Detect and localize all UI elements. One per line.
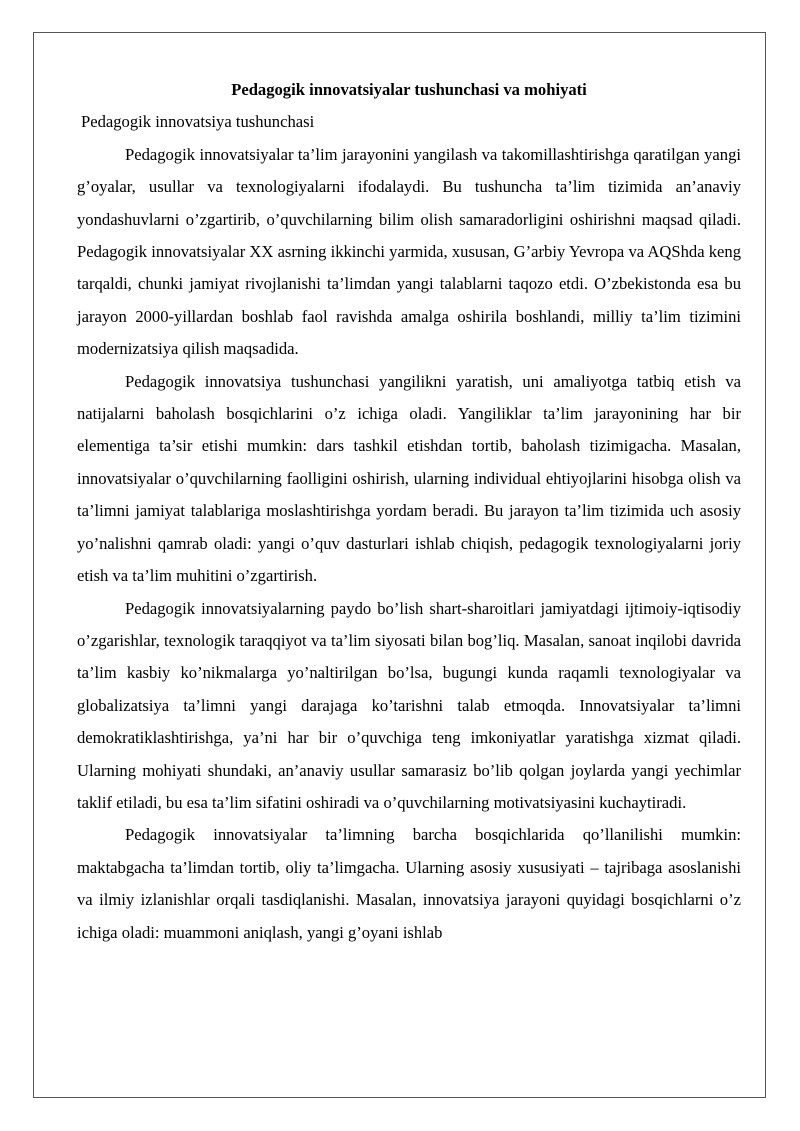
paragraph-3: Pedagogik innovatsiyalarning paydo bo’lish shart-sharoitlari jamiyatdagi ijtimoiy-iqtisodiy o’zgarishlar, texnologik taraqqiyot va ta’lim siyosati bilan bog’liq. Masalan, sanoat inqilobi davrida ta’lim kasbiy ko’nikmalarga yo’naltirilgan bo’lsa, bugungi kunda raqamli texnologiyalar va globalizatsiya ta’limni yangi darajaga ko’tarishni talab etmoqda. Innovatsiyalar ta’limni demokratiklashtirishga, ya’ni har bir o’quvchiga teng imkoniyatlar yaratishga xizmat qiladi. Ularning mohiyati shundaki, an’anaviy usullar samarasiz bo’lib qolgan joylarda yangi yechimlar taklif etiladi, bu esa ta’lim sifatini oshiradi va o’quvchilarning motivatsiyasini kuchaytiradi. [77, 598, 741, 812]
document-body [77, 74, 741, 949]
paragraph-4: Pedagogik innovatsiyalar ta’limning barcha bosqichlarida qo’llanilishi mumkin: maktabgacha ta’limdan tortib, oliy ta’limgacha. Ularning asosiy xususiyati – tajribaga asoslanishi va ilmiy izlanishlar orqali tasdiqlanishi. Masalan, innovatsiya jarayoni quyidagi bosqichlarni o’z ichiga oladi: muammoni aniqlash, yangi g’oyani ishlab [77, 825, 741, 942]
paragraph-1: Pedagogik innovatsiyalar ta’lim jarayonini yangilash va takomillashtirishga qaratilgan yangi g’oyalar, usullar va texnologiyalarni ifodalaydi. Bu tushuncha ta’lim tizimida an’anaviy yondashuvlarni o’zgartirib, o’quvchilarning bilim olish samaradorligini oshirishni maqsad qiladi. Pedagogik innovatsiyalar XX asrning ikkinchi yarmida, xususan, G’arbiy Yevropa va AQShda keng tarqaldi, chunki jamiyat rivojlanishi ta’limdan yangi talablarni taqozo etdi. O’zbekistonda esa bu jarayon 2000-yillardan boshlab faol ravishda amalga oshirila boshlandi, milliy ta’lim tizimini modernizatsiya qilish maqsadida. [77, 144, 741, 359]
document-title: Pedagogik innovatsiyalar tushunchasi va mohiyati [231, 80, 587, 99]
paragraph-2: Pedagogik innovatsiya tushunchasi yangilikni yaratish, uni amaliyotga tatbiq etish va natijalarni baholash bosqichlarini o’z ichiga oladi. Yangiliklar ta’lim jarayonining har bir elementiga ta’sir etishi mumkin: dars tashkil etishdan tortib, baholash tizimigacha. Masalan, innovatsiyalar o’quvchilarning faolligini oshirish, ularning individual ehtiyojlarini hisobga olish va ta’limni jamiyat talablariga moslashtirishga yordam beradi. Bu jarayon ta’lim tizimida uch asosiy yo’nalishni qamrab oladi: yangi o’quv dasturlari ishlab chiqish, pedagogik texnologiyalarni joriy etish va ta’lim muhitini o’zgartirish. [77, 371, 741, 586]
section-heading: Pedagogik innovatsiya tushunchasi [81, 112, 315, 132]
